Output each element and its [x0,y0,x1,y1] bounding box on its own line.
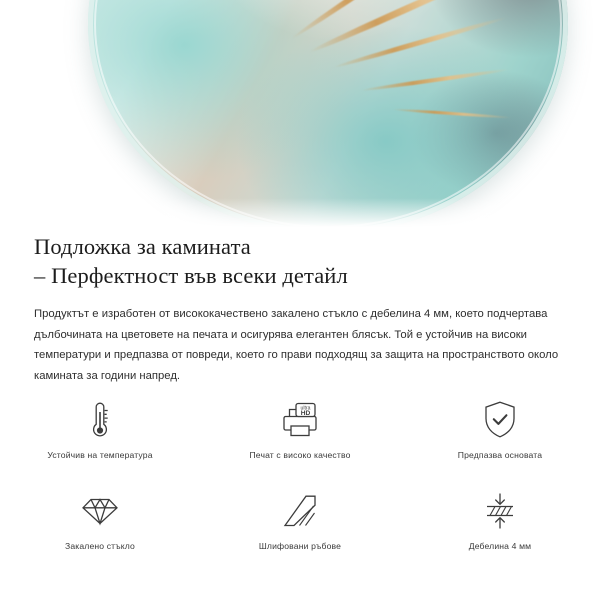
polished-edges-icon [281,489,319,533]
feature-item-temperature [0,398,200,461]
body-paragraph: Продуктът е изработен от висококачествено закалено стъкло с дебелина 4 мм, което подчертава дълбочината на цветовете на печата и осигурява елегантен блясък. Той е устойчив на високи температури и предпазва от повреди, което го прави подходящ за защита на пространството около камината за години напред. [34,308,559,382]
feature-item-surface-protection [400,398,600,461]
svg-text:ultra: ultra [300,405,311,412]
ultra-hd-print-icon [277,398,323,442]
page-title-line-1: Подложка за камината [34,234,251,259]
feature-label: Дебелина 4 мм [468,541,532,551]
thickness-arrows-icon [479,489,521,533]
page-title [0,232,600,290]
hero-fade-overlay [0,198,600,232]
text-content [0,232,600,386]
diamond-icon [80,489,120,533]
svg-text:HD: HD [300,410,311,418]
feature-item-polished-edges [200,489,400,552]
feature-label: Устойчив на температура [47,450,153,460]
hero-product-image [0,0,600,232]
feature-grid [0,398,600,552]
thermometer-icon [87,398,113,442]
feature-label: Шлифовани ръбове [258,541,342,551]
feature-label: Печат с високо качество [249,450,351,460]
feature-item-tempered-glass [0,489,200,552]
feature-item-print-quality [200,398,400,461]
shield-check-icon [482,398,518,442]
feature-label: Закалено стъкло [64,541,135,551]
feature-item-thickness [400,489,600,552]
page-title-line-2: – Перфектност във всеки детайл [34,263,348,288]
feature-label: Предпазва основата [457,450,543,460]
